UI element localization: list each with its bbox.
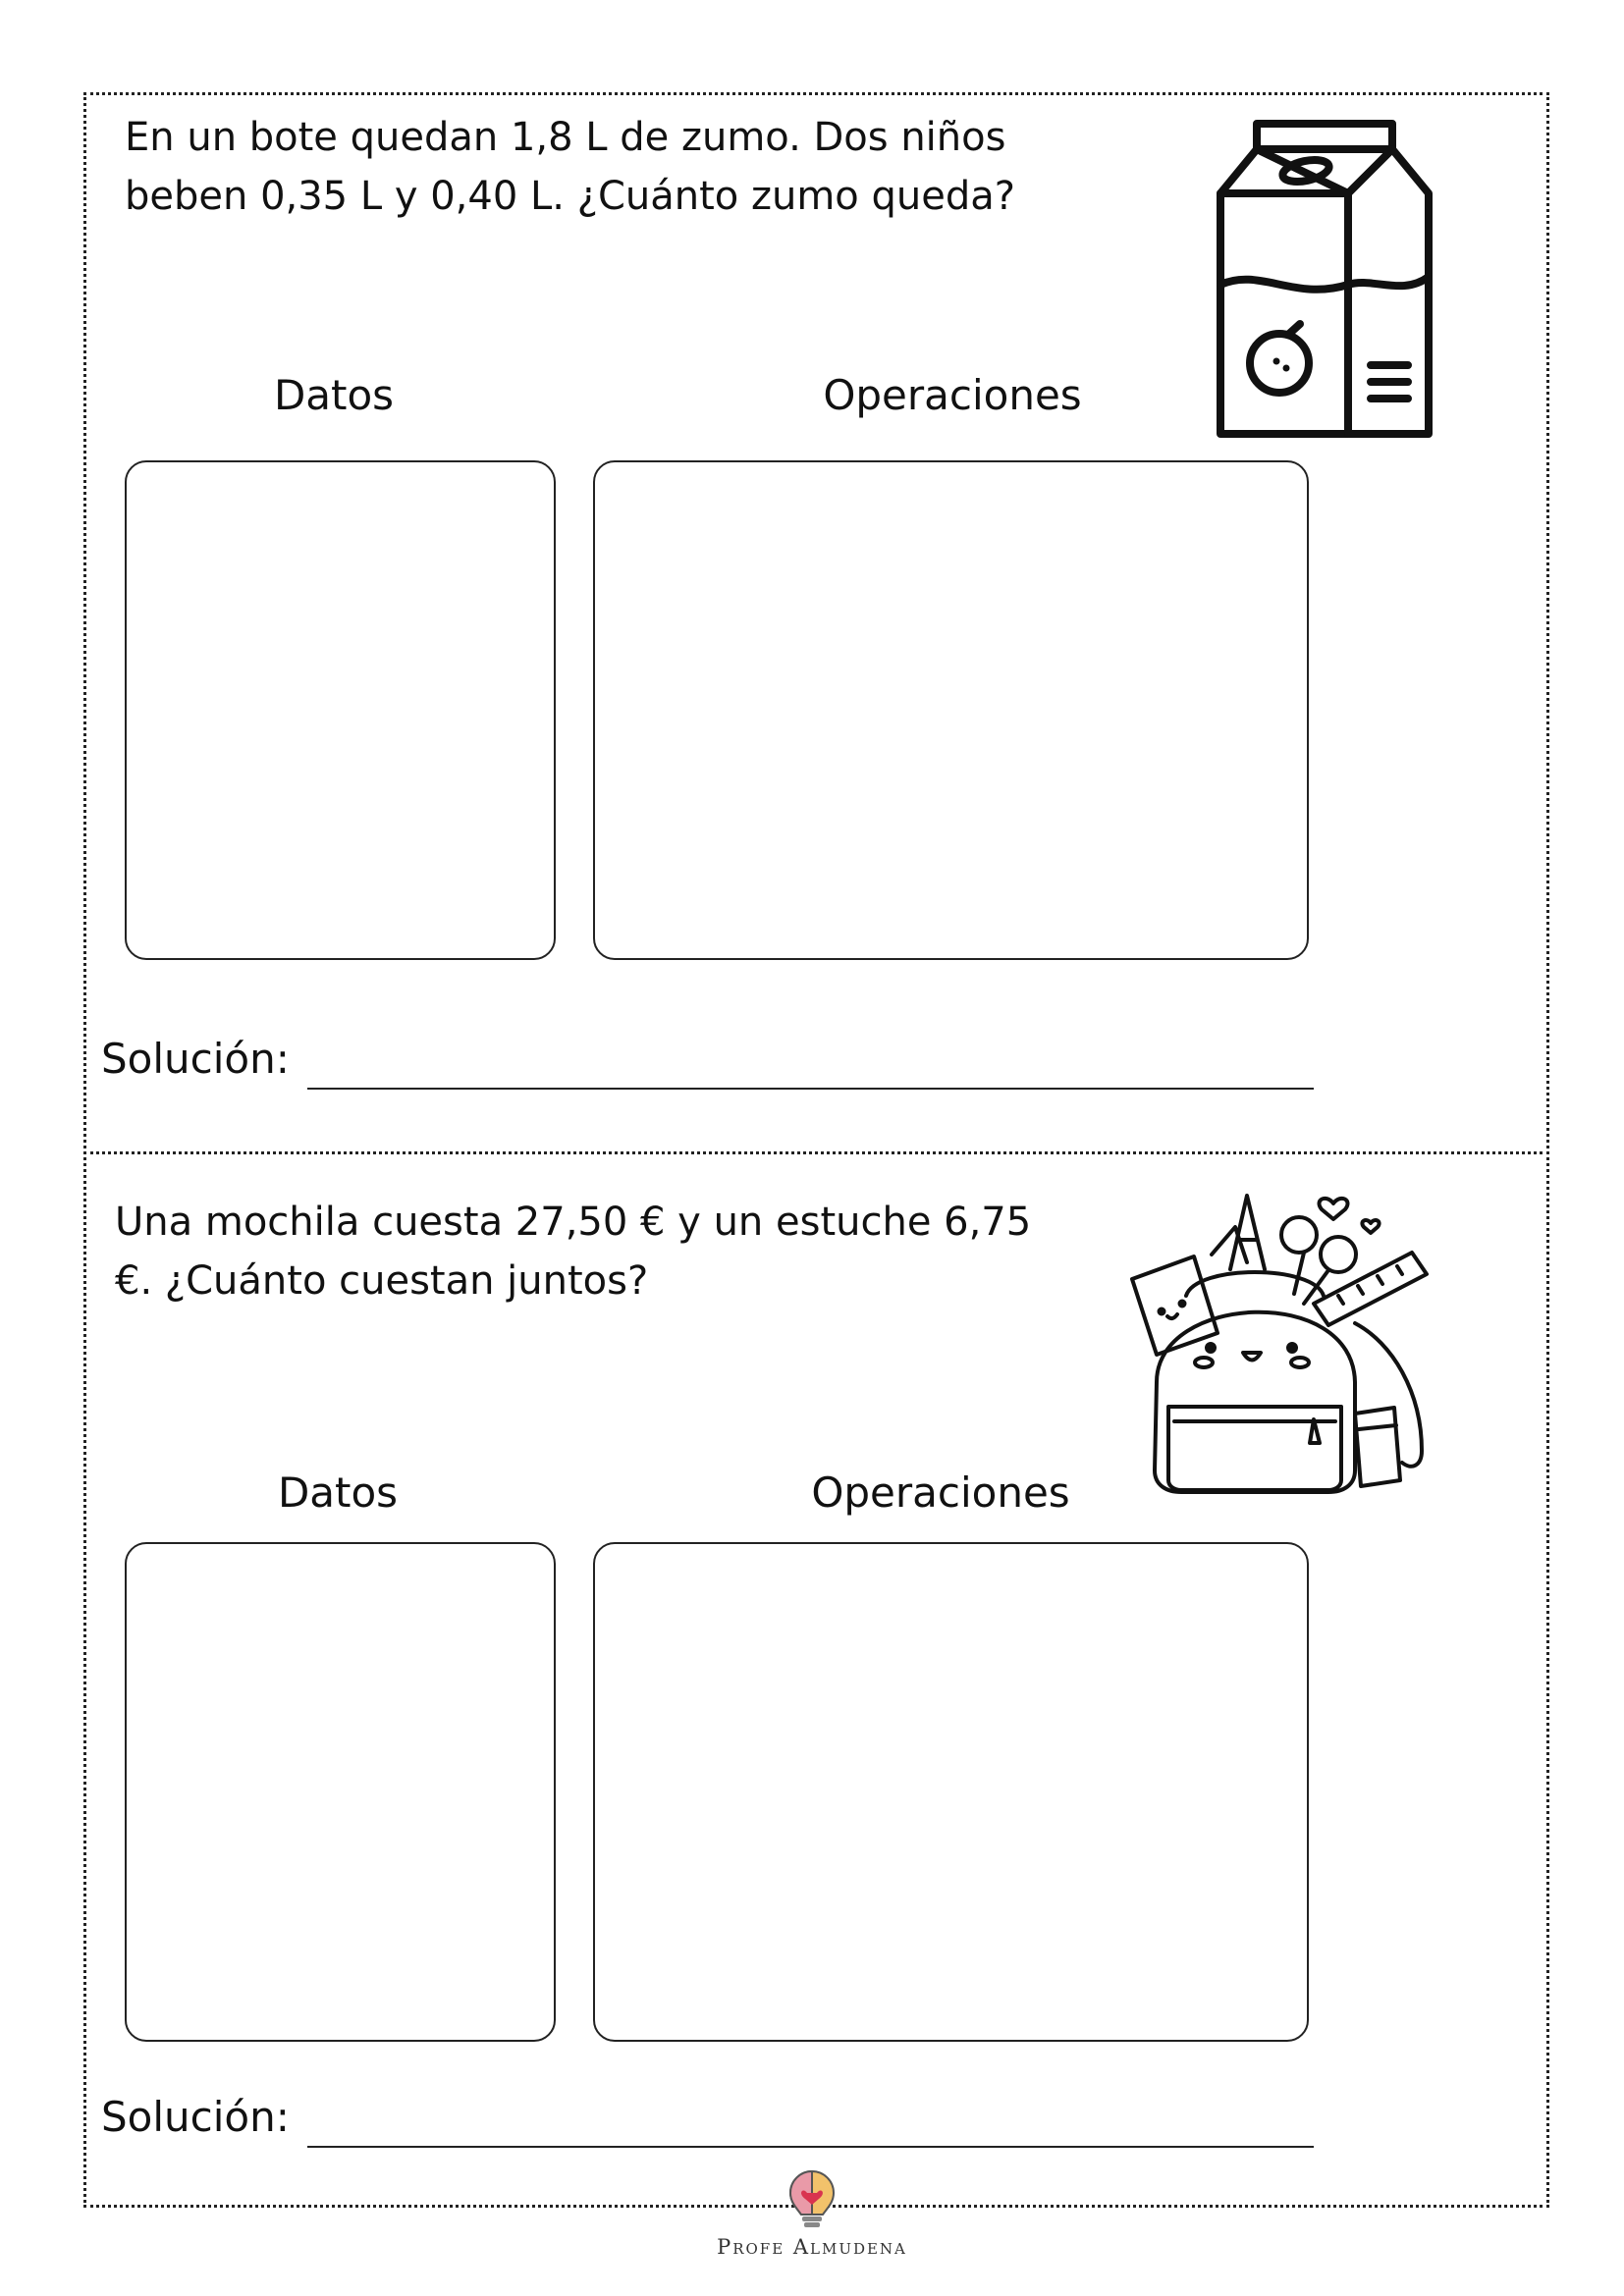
exercise-1-question-line-1: En un bote quedan 1,8 L de zumo. Dos niños xyxy=(125,115,1006,160)
footer-brand: Profe Almudena xyxy=(717,2235,907,2259)
exercise-1-datos-label: Datos xyxy=(273,371,395,419)
section-divider xyxy=(83,1151,1549,1154)
exercise-1-datos-box[interactable] xyxy=(125,460,556,960)
exercise-1-operaciones-label: Operaciones xyxy=(823,371,1082,419)
exercise-1-question xyxy=(125,108,1156,226)
exercise-1-solucion-label: Solución: xyxy=(101,1035,290,1083)
lightbulb-brain-icon xyxy=(785,2167,839,2232)
exercise-1-solucion-line[interactable] xyxy=(307,1088,1314,1090)
exercise-2-datos-box[interactable] xyxy=(125,1542,556,2042)
exercise-2-question xyxy=(115,1193,1156,1310)
exercise-2-question-line-1: Una mochila cuesta 27,50 € y un estuche 6,75 xyxy=(115,1200,1032,1245)
exercise-2-datos-label: Datos xyxy=(277,1468,399,1517)
juice-carton-icon xyxy=(1216,120,1434,439)
exercise-1-question-line-2: beben 0,35 L y 0,40 L. ¿Cuánto zumo queda? xyxy=(125,174,1015,219)
exercise-2-operaciones-label: Operaciones xyxy=(811,1468,1070,1517)
exercise-1-operaciones-box[interactable] xyxy=(593,460,1309,960)
exercise-2-solucion-line[interactable] xyxy=(307,2146,1314,2148)
backpack-icon xyxy=(1127,1186,1436,1502)
exercise-2-solucion-label: Solución: xyxy=(101,2093,290,2141)
exercise-2-question-line-2: €. ¿Cuánto cuestan juntos? xyxy=(115,1258,649,1304)
exercise-2-operaciones-box[interactable] xyxy=(593,1542,1309,2042)
